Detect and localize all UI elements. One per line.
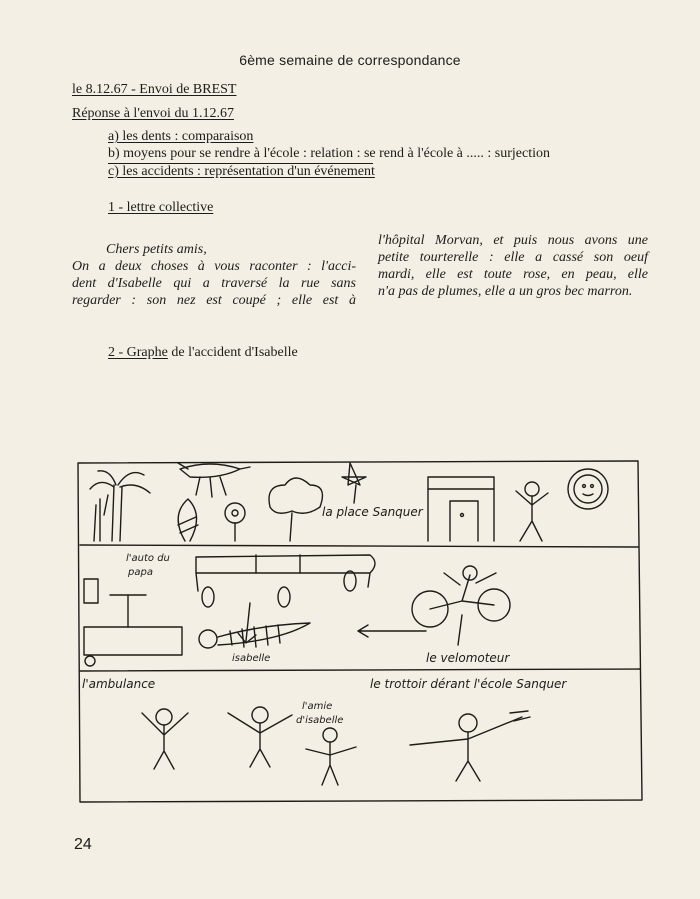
person-icon (410, 711, 530, 781)
label-papa: papa (128, 567, 153, 578)
letter-line: dent d'Isabelle qui a traversé la rue sans (72, 276, 356, 291)
ambulance-icon (84, 579, 182, 666)
letter-line: l'hôpital Morvan, et puis nous avons une (378, 233, 648, 248)
label-amie: l'amie (302, 701, 333, 712)
page-title: 6ème semaine de correspondance (239, 52, 461, 68)
person-icon (142, 709, 188, 769)
plant-icon (178, 499, 245, 541)
page-number: 24 (74, 836, 92, 853)
label-amie-isabelle: d'isabelle (296, 715, 344, 726)
letter-line: regarder : son nez est coupé ; elle est à (72, 293, 356, 308)
section2-suffix: de l'accident d'Isabelle (167, 345, 298, 360)
letter-line: mardi, elle est toute rose, en peau, elle (378, 267, 648, 282)
letter-left-column (72, 241, 356, 309)
section2-prefix: 2 - Graphe (108, 345, 168, 360)
accident-drawing (70, 455, 650, 805)
tree-icon (269, 478, 322, 541)
section1-title: 1 - lettre collective (108, 200, 214, 215)
label-ambulance: l'ambulance (82, 677, 156, 691)
bird-icon (178, 463, 250, 497)
topic-c: c) les accidents : représentation d'un événement (108, 164, 375, 179)
drawing-divider-top (80, 545, 638, 547)
letter-right-column (378, 232, 648, 300)
letter-line: On a deux choses à vous raconter : l'acci- (72, 259, 356, 274)
label-auto: l'auto du (126, 553, 170, 564)
drawing-divider-bottom (80, 669, 640, 671)
topic-a: a) les dents : comparaison (108, 129, 254, 144)
palm-tree-icon (90, 471, 150, 541)
amie-figure (306, 728, 356, 785)
car-icon (196, 555, 375, 607)
sun-icon (568, 469, 608, 509)
label-isabelle: isabelle (232, 653, 271, 664)
person-icon (516, 482, 548, 541)
isabelle-figure (199, 623, 310, 648)
section2-title (108, 345, 298, 361)
envoi-date-line: le 8.12.67 - Envoi de BREST (72, 82, 237, 97)
label-trottoir: le trottoir dérant l'école Sanquer (370, 677, 567, 691)
label-velomoteur: le velomoteur (426, 651, 510, 665)
sun-flower-icon (342, 463, 366, 503)
arrow-down-icon (238, 603, 256, 643)
reponse-line: Réponse à l'envoi du 1.12.67 (72, 106, 234, 121)
person-icon (228, 707, 292, 767)
letter-line: petite tourterelle : elle a cassé son oeuf (378, 250, 648, 265)
letter-line: Chers petits amis, (106, 242, 207, 257)
label-place-sanquer: la place Sanquer (322, 505, 423, 519)
building-icon (428, 477, 494, 541)
topic-b: b) moyens pour se rendre à l'école : relation : se rend à l'école à ..... : surjection (108, 146, 550, 161)
velomoteur-icon (412, 566, 510, 645)
letter-line: n'a pas de plumes, elle a un gros bec marron. (378, 284, 633, 299)
arrow-left-icon (358, 625, 426, 637)
